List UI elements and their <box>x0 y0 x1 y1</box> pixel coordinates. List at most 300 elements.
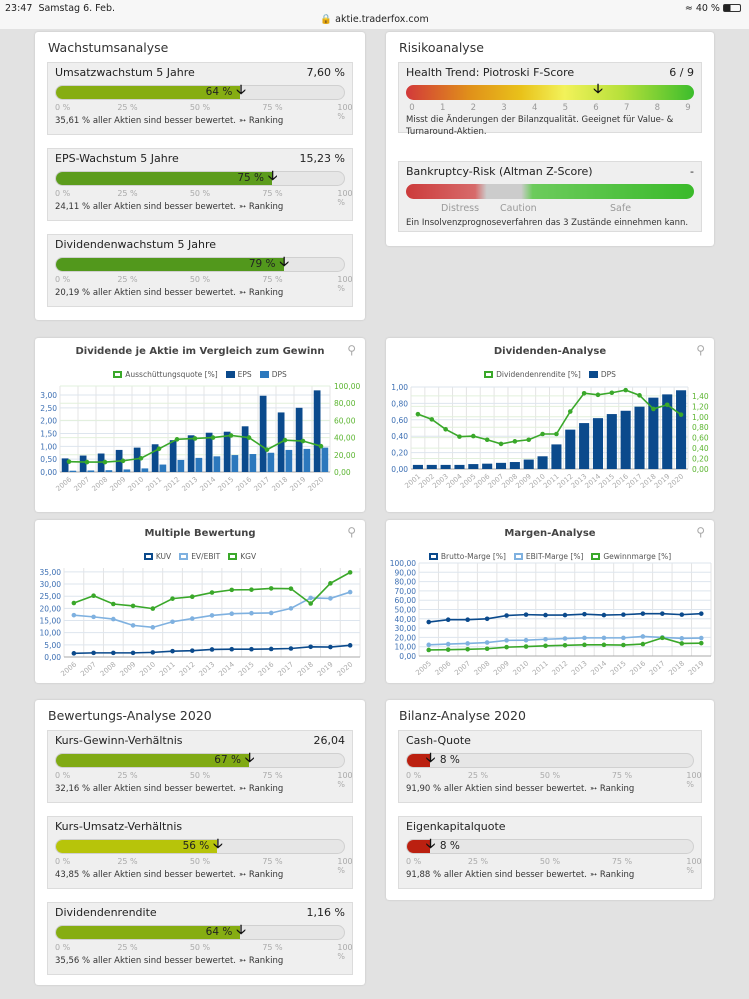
x-tick-label: 2018 <box>638 472 658 490</box>
bar-dps <box>524 460 534 469</box>
data-point[interactable] <box>426 648 431 653</box>
percentile-label: 75 % <box>237 172 264 184</box>
y-tick-left: 0,60 <box>391 415 408 425</box>
data-point[interactable] <box>582 612 587 617</box>
panel-title: Bilanz-Analyse 2020 <box>399 708 526 723</box>
data-point[interactable] <box>157 446 162 451</box>
scale-tick: 50 % <box>539 857 561 866</box>
scale-tick: 100 % <box>337 857 353 875</box>
bar-dps <box>178 460 185 472</box>
data-point[interactable] <box>485 646 490 651</box>
data-point[interactable] <box>131 651 136 656</box>
data-point[interactable] <box>328 645 333 650</box>
data-point[interactable] <box>269 611 274 616</box>
zone-safe: Safe <box>610 203 632 214</box>
y-tick-right: 0,40 <box>692 444 709 454</box>
data-point[interactable] <box>582 643 587 648</box>
data-point[interactable] <box>210 647 215 652</box>
metric-value: 15,23 % <box>299 152 345 165</box>
status-bar <box>0 0 749 29</box>
x-tick-label: 2006 <box>59 660 79 678</box>
data-point[interactable] <box>568 409 573 414</box>
clock: 23:47 <box>5 3 33 14</box>
y-tick-left: 0,00 <box>391 465 408 474</box>
bar-dps <box>579 423 589 469</box>
data-point[interactable] <box>151 650 156 655</box>
x-tick-label: 2011 <box>158 660 177 678</box>
data-point[interactable] <box>602 643 607 648</box>
bar-dps <box>214 456 221 472</box>
altman-title: Bankruptcy-Risk (Altman Z-Score) <box>406 165 593 178</box>
scale-tick: 25 % <box>117 857 138 866</box>
percentile-bar <box>406 753 694 768</box>
marker-arrow-icon: 🡣 <box>593 82 603 97</box>
data-point[interactable] <box>602 613 607 618</box>
data-point[interactable] <box>621 643 626 648</box>
data-point[interactable] <box>504 645 509 650</box>
data-point[interactable] <box>283 438 288 443</box>
x-tick-label: 2015 <box>236 660 256 678</box>
note-text: 91,88 % aller Aktien sind besser bewertet. <box>406 870 588 880</box>
metric-note <box>55 870 283 880</box>
x-tick-label: 2009 <box>118 660 138 678</box>
bar-dps <box>250 454 257 472</box>
data-point[interactable] <box>249 647 254 652</box>
data-point[interactable] <box>660 611 665 616</box>
x-tick-label: 2019 <box>652 472 672 490</box>
note-text: 32,16 % aller Aktien sind besser bewertet. <box>55 784 237 794</box>
altman-box <box>398 161 702 232</box>
ranking-label: Ranking <box>248 202 284 212</box>
battery-level: 40 % <box>695 3 720 14</box>
date: Samstag 6. Feb. <box>38 3 116 14</box>
bar-dps <box>510 462 520 469</box>
fscore-tick: 5 <box>562 103 569 113</box>
data-point[interactable] <box>446 647 451 652</box>
data-point[interactable] <box>499 442 504 447</box>
data-point[interactable] <box>540 432 545 437</box>
x-tick-label: 2016 <box>628 659 648 677</box>
data-point[interactable] <box>229 433 234 438</box>
metric-note <box>55 288 283 298</box>
x-tick-label: 2011 <box>531 659 550 677</box>
legend-label: KUV <box>155 552 172 561</box>
bar-dps <box>106 470 113 472</box>
x-tick-label: 2008 <box>500 472 520 490</box>
bar-dps <box>676 390 686 469</box>
data-point[interactable] <box>641 611 646 616</box>
percentile-bar <box>55 85 345 100</box>
arrow-circle-icon: ➳ <box>239 956 249 966</box>
ranking-link[interactable] <box>590 784 634 794</box>
data-point[interactable] <box>249 611 254 616</box>
chart-svg <box>386 520 714 683</box>
data-point[interactable] <box>301 439 306 444</box>
zoom-icon[interactable]: ⚲ <box>347 525 356 539</box>
percentile-label: 64 % <box>205 86 233 98</box>
wifi-icon: ≈ <box>684 3 693 14</box>
ranking-label: Ranking <box>248 784 284 794</box>
metric-note <box>55 784 283 794</box>
y-tick-right: 0,00 <box>334 468 351 477</box>
x-tick-label: 2017 <box>625 472 644 490</box>
data-point[interactable] <box>269 647 274 652</box>
metric-title: Cash-Quote <box>406 734 471 747</box>
legend-label: DPS <box>600 370 616 379</box>
fscore-note: Misst die Änderungen der Bilanzqualität. Geeignet für Value- & <box>406 115 674 125</box>
data-point[interactable] <box>446 642 451 647</box>
data-point[interactable] <box>699 636 704 641</box>
data-point[interactable] <box>679 412 684 417</box>
y-tick-left: 1,00 <box>391 383 408 392</box>
data-point[interactable] <box>103 460 108 465</box>
data-point[interactable] <box>596 393 601 398</box>
data-point[interactable] <box>563 643 568 648</box>
y-tick-left: 2,00 <box>40 416 57 426</box>
metric-title: EPS-Wachstum 5 Jahre <box>55 152 179 165</box>
y-tick-left: 0,20 <box>391 448 408 458</box>
data-point[interactable] <box>249 587 254 592</box>
data-point[interactable] <box>85 460 90 465</box>
data-point[interactable] <box>319 444 324 449</box>
data-point[interactable] <box>72 651 77 656</box>
bar-dps <box>482 464 492 469</box>
data-point[interactable] <box>680 612 685 617</box>
x-tick-label: 2012 <box>177 660 197 678</box>
x-tick-label: 2017 <box>252 475 272 493</box>
data-point[interactable] <box>170 619 175 624</box>
zoom-icon[interactable]: ⚲ <box>696 343 705 357</box>
data-point[interactable] <box>72 613 77 618</box>
y-tick-right: 1,20 <box>692 402 709 412</box>
zoom-icon[interactable]: ⚲ <box>347 343 356 357</box>
data-point[interactable] <box>443 427 448 432</box>
fscore-tick: 2 <box>470 103 477 113</box>
y-tick-left: 0,00 <box>399 652 416 661</box>
data-point[interactable] <box>637 393 642 398</box>
marker-arrow-icon: 🡣 <box>425 837 436 852</box>
y-tick-left: 0,50 <box>40 455 57 465</box>
metric-title: Kurs-Umsatz-Verhältnis <box>55 820 183 833</box>
y-tick-left: 2,50 <box>40 403 57 413</box>
data-point[interactable] <box>247 435 252 440</box>
x-tick-label: 2015 <box>216 475 236 493</box>
data-point[interactable] <box>485 437 490 442</box>
scale-tick: 25 % <box>467 771 489 780</box>
note-text: 35,56 % aller Aktien sind besser bewertet. <box>55 956 237 966</box>
y-tick-left: 50,00 <box>394 605 416 615</box>
data-point[interactable] <box>269 586 274 591</box>
data-point[interactable] <box>563 636 568 641</box>
x-tick-label: 2005 <box>414 659 434 677</box>
y-tick-left: 3,00 <box>40 390 57 400</box>
metric-note <box>406 784 634 794</box>
y-tick-right: 20,00 <box>334 450 356 460</box>
x-tick-label: 2017 <box>647 659 667 677</box>
fscore-tick: 4 <box>531 103 538 113</box>
panel-title: Wachstumsanalyse <box>48 40 169 55</box>
note-text: 43,85 % aller Aktien sind besser bewertet. <box>55 870 237 880</box>
data-point[interactable] <box>229 611 234 616</box>
scale-tick: 50 % <box>539 771 561 780</box>
scale-tick: 0 % <box>55 771 71 780</box>
scale-tick: 100 % <box>337 275 353 293</box>
data-point[interactable] <box>190 648 195 653</box>
data-point[interactable] <box>465 641 470 646</box>
data-point[interactable] <box>265 447 270 452</box>
scale-tick: 50 % <box>189 275 211 284</box>
data-point[interactable] <box>485 617 490 622</box>
ranking-link[interactable] <box>239 202 283 212</box>
x-tick-label: 2019 <box>315 660 335 678</box>
bar-dps <box>70 471 77 472</box>
data-point[interactable] <box>665 402 670 407</box>
y-tick-left: 20,00 <box>394 633 416 643</box>
scale-tick: 0 % <box>55 103 71 112</box>
ranking-label: Ranking <box>248 116 284 126</box>
data-point[interactable] <box>289 586 294 591</box>
bar-eps <box>224 432 231 472</box>
data-point[interactable] <box>621 612 626 617</box>
wachstum-panel <box>35 32 365 320</box>
zoom-icon[interactable]: ⚲ <box>696 525 705 539</box>
data-point[interactable] <box>526 437 531 442</box>
fscore-tick: 8 <box>654 103 661 113</box>
data-point[interactable] <box>465 617 470 622</box>
data-point[interactable] <box>446 617 451 622</box>
data-point[interactable] <box>513 439 518 444</box>
chart-title: Dividenden-Analyse <box>493 346 607 357</box>
percentile-label: 64 % <box>205 926 233 938</box>
data-point[interactable] <box>563 613 568 618</box>
legend-label: Brutto-Marge [%] <box>440 552 506 561</box>
scale-tick: 100 % <box>686 771 702 789</box>
data-point[interactable] <box>641 634 646 639</box>
data-point[interactable] <box>308 596 313 601</box>
data-point[interactable] <box>348 590 353 595</box>
data-point[interactable] <box>308 601 313 606</box>
data-point[interactable] <box>457 434 462 439</box>
data-point[interactable] <box>471 434 476 439</box>
x-tick-label: 2016 <box>256 660 276 678</box>
ranking-link[interactable] <box>239 288 283 298</box>
data-point[interactable] <box>131 623 136 628</box>
data-point[interactable] <box>289 646 294 651</box>
ranking-link[interactable] <box>239 956 283 966</box>
data-point[interactable] <box>111 602 116 607</box>
ranking-label: Ranking <box>248 870 284 880</box>
data-point[interactable] <box>651 407 656 412</box>
data-point[interactable] <box>348 570 353 575</box>
data-point[interactable] <box>554 432 559 437</box>
data-point[interactable] <box>67 459 72 464</box>
x-tick-label: 2008 <box>472 659 492 677</box>
data-point[interactable] <box>190 616 195 621</box>
data-point[interactable] <box>524 644 529 649</box>
fscore-bar <box>406 82 694 100</box>
data-point[interactable] <box>210 613 215 618</box>
data-point[interactable] <box>91 651 96 656</box>
data-point[interactable] <box>348 643 353 648</box>
bar-dps <box>160 465 167 472</box>
percentile-label: 56 % <box>182 840 210 852</box>
x-tick-label: 2015 <box>608 659 628 677</box>
data-point[interactable] <box>429 417 434 422</box>
y-tick-left: 15,00 <box>39 616 61 626</box>
scale-tick: 25 % <box>117 943 138 952</box>
y-tick-right: 0,00 <box>692 465 709 474</box>
scale-tick: 100 % <box>337 103 353 121</box>
bar-dps <box>142 468 149 472</box>
scale-tick: 50 % <box>189 771 211 780</box>
data-point[interactable] <box>416 412 421 417</box>
data-point[interactable] <box>582 391 587 396</box>
data-point[interactable] <box>193 436 198 441</box>
ranking-link[interactable] <box>239 870 283 880</box>
metric-title: Dividendenrendite <box>55 906 157 919</box>
altman-bar <box>406 184 694 199</box>
data-point[interactable] <box>660 636 665 641</box>
bar-eps <box>170 440 177 472</box>
data-point[interactable] <box>543 613 548 618</box>
data-point[interactable] <box>602 636 607 641</box>
data-point[interactable] <box>72 601 77 606</box>
x-tick-label: 2006 <box>54 475 74 493</box>
bar-dps <box>565 430 575 469</box>
data-point[interactable] <box>680 641 685 646</box>
note-text: 35,61 % aller Aktien sind besser bewertet. <box>55 116 237 126</box>
note-text: 20,19 % aller Aktien sind besser bewertet. <box>55 288 237 298</box>
y-tick-left: 35,00 <box>39 567 61 577</box>
data-point[interactable] <box>121 459 126 464</box>
x-tick-label: 2001 <box>403 472 423 490</box>
bar-eps <box>188 435 195 472</box>
bar-dps <box>454 465 464 469</box>
data-point[interactable] <box>504 613 509 618</box>
bar-dps <box>88 470 95 472</box>
data-point[interactable] <box>699 611 704 616</box>
ranking-link[interactable] <box>239 116 283 126</box>
x-tick-label: 2013 <box>569 472 589 490</box>
data-point[interactable] <box>151 606 156 611</box>
data-point[interactable] <box>680 636 685 641</box>
x-tick-label: 2010 <box>528 472 547 490</box>
ranking-link[interactable] <box>239 784 283 794</box>
y-tick-left: 30,00 <box>394 624 416 634</box>
data-point[interactable] <box>131 604 136 609</box>
data-point[interactable] <box>328 596 333 601</box>
data-point[interactable] <box>139 456 144 461</box>
data-point[interactable] <box>289 606 294 611</box>
y-tick-right: 1,00 <box>692 412 709 422</box>
data-point[interactable] <box>91 615 96 620</box>
data-point[interactable] <box>170 596 175 601</box>
scale-tick: 100 % <box>337 771 353 789</box>
data-point[interactable] <box>610 390 615 395</box>
url-bar[interactable] <box>0 14 749 25</box>
bar-dps <box>551 444 561 469</box>
data-point[interactable] <box>175 437 180 442</box>
scale-tick: 0 % <box>55 189 71 198</box>
data-point[interactable] <box>426 620 431 625</box>
y-tick-right: 80,00 <box>334 399 356 409</box>
data-point[interactable] <box>524 612 529 617</box>
data-point[interactable] <box>328 581 333 586</box>
data-point[interactable] <box>111 617 116 622</box>
data-point[interactable] <box>111 651 116 656</box>
fscore-tick: 1 <box>439 103 446 113</box>
data-point[interactable] <box>426 643 431 648</box>
ranking-link[interactable] <box>590 870 634 880</box>
data-point[interactable] <box>229 647 234 652</box>
metric-title: Dividendenwachstum 5 Jahre <box>55 238 217 251</box>
y-tick-right: 100,00 <box>334 382 361 391</box>
data-point[interactable] <box>210 590 215 595</box>
data-point[interactable] <box>524 638 529 643</box>
data-point[interactable] <box>190 594 195 599</box>
x-tick-label: 2003 <box>431 472 450 490</box>
metric-note <box>55 202 283 212</box>
data-point[interactable] <box>211 435 216 440</box>
data-point[interactable] <box>91 593 96 598</box>
percentile-bar <box>55 753 345 768</box>
data-point[interactable] <box>485 640 490 645</box>
altman-note: Ein Insolvenzprognoseverfahren das 3 Zustände einnehmen kann. <box>406 218 689 228</box>
bar-dps <box>286 450 293 472</box>
y-tick-right: 60,00 <box>334 416 356 426</box>
marker-arrow-icon: 🡣 <box>213 837 223 852</box>
data-point[interactable] <box>699 641 704 646</box>
bar-dps <box>621 411 631 469</box>
x-tick-label: 2007 <box>453 659 472 677</box>
data-point[interactable] <box>151 625 156 630</box>
data-point[interactable] <box>623 388 628 393</box>
data-point[interactable] <box>504 638 509 643</box>
bar-dps <box>468 464 478 469</box>
scale-tick: 0 % <box>406 857 422 866</box>
data-point[interactable] <box>170 649 175 654</box>
data-point[interactable] <box>621 636 626 641</box>
ranking-label: Ranking <box>599 870 635 880</box>
data-point[interactable] <box>582 636 587 641</box>
scale-tick: 100 % <box>686 857 702 875</box>
bar-dps <box>124 469 131 472</box>
ranking-label: Ranking <box>248 288 284 298</box>
data-point[interactable] <box>465 647 470 652</box>
chart-svg <box>35 338 365 512</box>
x-tick-label: 2004 <box>444 472 464 490</box>
metric-value: 1,16 % <box>306 906 345 919</box>
x-tick-label: 2020 <box>666 472 686 490</box>
x-tick-label: 2012 <box>162 475 182 493</box>
bar-dps <box>496 463 506 469</box>
data-point[interactable] <box>308 644 313 649</box>
y-tick-left: 20,00 <box>39 604 61 614</box>
bar-dps <box>304 449 311 472</box>
x-tick-label: 2011 <box>541 472 561 490</box>
bar-dps <box>538 456 548 469</box>
data-point[interactable] <box>641 642 646 647</box>
x-tick-label: 2018 <box>270 475 290 493</box>
scale-tick: 25 % <box>117 771 138 780</box>
data-point[interactable] <box>229 588 234 593</box>
data-point[interactable] <box>543 643 548 648</box>
altman-value: - <box>690 165 694 178</box>
chart-margen-analyse <box>386 520 714 683</box>
legend-label: EPS <box>237 370 252 379</box>
arrow-circle-icon: ➳ <box>590 870 600 880</box>
data-point[interactable] <box>543 637 548 642</box>
